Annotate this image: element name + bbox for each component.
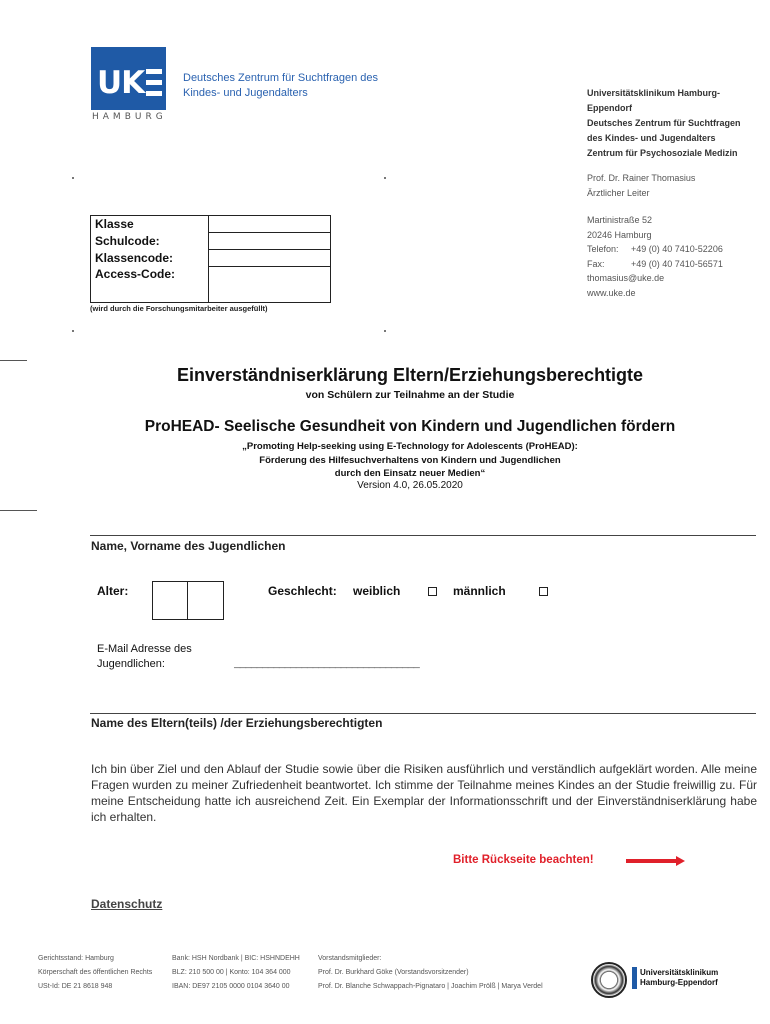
table-row: Klasse bbox=[91, 216, 331, 233]
gender-label: Geschlecht: bbox=[268, 584, 337, 598]
logo-caption: Deutsches Zentrum für Suchtfragen des Kindes- und Jugendalters bbox=[183, 72, 379, 99]
access-code-field[interactable] bbox=[209, 267, 331, 303]
logo-city: HAMBURG bbox=[92, 112, 167, 122]
privacy-heading: Datenschutz bbox=[91, 897, 163, 911]
email-field[interactable]: _________________________________ bbox=[234, 659, 419, 671]
email-link[interactable]: thomasius@uke.de bbox=[587, 273, 665, 283]
class-field[interactable] bbox=[209, 216, 331, 233]
fold-line bbox=[0, 510, 37, 511]
phone: Telefon: +49 (0) 40 7410-52206 bbox=[587, 244, 723, 254]
logo-e-icon bbox=[146, 69, 164, 97]
fold-mark bbox=[384, 330, 386, 332]
table-row: Klassencode: bbox=[91, 250, 331, 267]
institution-block: Universitätsklinikum Hamburg- Eppendorf Deutsches Zentrum für Suchtfragen des Kindes- und Jugendalters Zentrum für Psychosoziale Medizin bbox=[587, 88, 741, 158]
school-code-field[interactable] bbox=[209, 233, 331, 250]
email-label: E-Mail Adresse des Jugendlichen: bbox=[97, 643, 192, 670]
fold-mark bbox=[384, 177, 386, 179]
fold-line bbox=[0, 360, 27, 361]
class-code-field[interactable] bbox=[209, 250, 331, 267]
class-info-table bbox=[90, 215, 331, 303]
footer-bank: Bank: HSH Nordbank | BIC: HSHNDEHH BLZ: 210 500 00 | Konto: 104 364 000 IBAN: DE97 2105 0000 0104 3640 00 bbox=[172, 955, 300, 990]
street: Martinistraße 52 bbox=[587, 215, 653, 225]
table-row: Access-Code: bbox=[91, 267, 331, 303]
fax: Fax: +49 (0) 40 7410-56571 bbox=[587, 258, 723, 269]
parent-name-label: Name des Eltern(teils) /der Erziehungsberechtigten bbox=[91, 716, 383, 730]
fold-mark bbox=[72, 177, 74, 179]
web-link[interactable]: www.uke.de bbox=[587, 287, 636, 298]
female-checkbox[interactable] bbox=[428, 587, 437, 596]
consent-text: Ich bin über Ziel und den Ablauf der Studie sowie über die Risiken ausführlich und verständlich aufgeklärt worden. Alle meine Fragen wurden zu meiner Zufriedenheit beantwortet. Ich stimme der Teilnahme meines Kindes an der Studie freiwillig zu. Für meine Entscheidung hatte ich ausreichend Zeit. Ein Exemplar der Informationsschrift und der Einverständniserklärung habe ich erhalten. bbox=[91, 762, 757, 824]
uke-logo bbox=[91, 47, 166, 110]
footer-logo-text: Universitätsklinikum Hamburg-Eppendorf bbox=[640, 968, 719, 987]
parent-name-field-line[interactable] bbox=[90, 713, 756, 714]
footer-legal: Gerichtsstand: Hamburg Körperschaft des öffentlichen Rechts USt-Id: DE 21 8618 948 bbox=[38, 955, 153, 990]
name-field-line[interactable] bbox=[90, 535, 756, 536]
city: 20246 Hamburg bbox=[587, 229, 652, 240]
age-input[interactable] bbox=[152, 581, 224, 620]
back-note: Bitte Rückseite beachten! bbox=[453, 854, 594, 866]
page-title: Einverständniserklärung Eltern/Erziehungsberechtigte bbox=[176, 365, 644, 385]
address-block bbox=[587, 213, 757, 300]
study-subtitle: „Promoting Help-seeking using E-Technology for Adolescents (ProHEAD): Förderung des Hilfesuchverhaltens von Kindern und Jugendlichen durch den Einsatz neuer Medien“ bbox=[242, 441, 578, 479]
age-label: Alter: bbox=[97, 584, 129, 598]
male-checkbox[interactable] bbox=[539, 587, 548, 596]
table-row: Schulcode: bbox=[91, 233, 331, 250]
arrow-head-icon bbox=[676, 856, 685, 866]
fold-mark bbox=[72, 330, 74, 332]
option-male-label: männlich bbox=[453, 584, 506, 598]
arrow-right-icon bbox=[626, 859, 678, 863]
youth-name-label: Name, Vorname des Jugendlichen bbox=[91, 539, 286, 553]
university-seal-icon bbox=[591, 962, 627, 998]
director-block: Prof. Dr. Rainer Thomasius Ärztlicher Leiter bbox=[587, 173, 696, 198]
page-subtitle: von Schülern zur Teilnahme an der Studie bbox=[305, 389, 515, 401]
footer-board: Vorstandsmitglieder: Prof. Dr. Burkhard Göke (Vorstandsvorsitzender) Prof. Dr. Blanche Schwappach-Pignataro | Joachim Prölß | Marya Verdel bbox=[318, 955, 543, 990]
logo-text: UK bbox=[97, 65, 145, 101]
class-table-note: (wird durch die Forschungsmitarbeiter ausgefüllt) bbox=[90, 304, 268, 313]
option-female-label: weiblich bbox=[353, 584, 401, 598]
uke-footer-logo-icon bbox=[632, 967, 637, 989]
study-title: ProHEAD- Seelische Gesundheit von Kindern und Jugendlichen fördern bbox=[144, 418, 676, 435]
document-version: Version 4.0, 26.05.2020 bbox=[357, 480, 463, 491]
